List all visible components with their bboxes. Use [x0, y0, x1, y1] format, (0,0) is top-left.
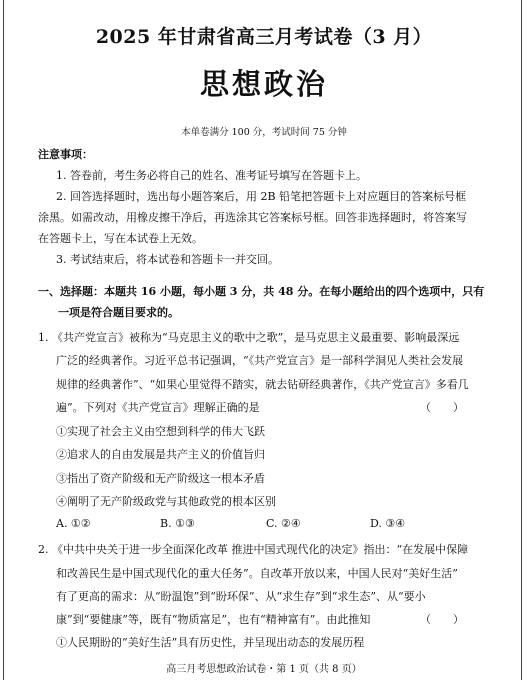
question-2-text: 和改善民生是中国式现代化的重大任务”。自改革开放以来，中国人民对“美好生活”: [56, 567, 458, 580]
question-2-text: 康”到“要健康”等，既有“物质富足”，也有“精神富有”。由此推知: [56, 613, 371, 626]
question-1-choice-c: C. ②④: [266, 517, 301, 530]
question-2-text: 2. 《中共中央关于进一步全面深化改革 推进中国式现代化的决定》指出：“在发展中保障: [38, 543, 469, 556]
question-1-option: ④阐明了无产阶级政党与其他政党的根本区别: [56, 495, 276, 508]
question-2-option: ①人民期盼的“美好生活”具有历史性，并呈现出动态的发展历程: [56, 636, 365, 649]
section-heading-cont: 一项是符合题目要求的。: [58, 306, 179, 319]
exam-meta: 本单卷满分 100 分，考试时间 75 分钟: [181, 127, 347, 138]
exam-title: 2025 年甘肃省高三月考试卷（3 月）: [95, 26, 433, 48]
question-1-option: ③指出了资产阶级和无产阶级这一根本矛盾: [56, 472, 265, 485]
page-footer: 高三月考思想政治试卷・第 1 页（共 8 页）: [166, 664, 362, 675]
question-1-text: 规律的经典著作”、“如果心里觉得不踏实，就去钻研经典著作，《共产党宣言》多看几: [56, 378, 469, 391]
notice-line: 在答题卡上，写在本试卷上无效。: [38, 232, 203, 245]
question-2-text: 有了更高的需求：从“盼温饱”到“盼环保”、从“求生存”到“求生态”、从“要小: [56, 590, 426, 603]
notice-line: 2. 回答选择题时，选出每小题答案后，用 2B 铅笔把答题卡上对应题目的答案标号框: [56, 190, 467, 203]
notice-line: 3. 考试结束后，将本试卷和答题卡一并交回。: [56, 253, 279, 266]
question-1-option: ①实现了社会主义由空想到科学的伟大飞跃: [56, 425, 265, 438]
notice-line: 1. 答卷前，考生务必将自己的姓名、准考证号填写在答题卡上。: [56, 169, 367, 182]
subject-title: 思想政治: [199, 67, 328, 101]
notice-heading: 注意事项：: [38, 148, 93, 161]
question-1-answer-paren: （ ）: [420, 401, 464, 414]
question-2-answer-paren: （ ）: [420, 613, 464, 626]
question-1-choice-d: D. ③④: [370, 517, 406, 530]
question-1-text: 遍”。下列对《共产党宣言》理解正确的是: [56, 401, 260, 414]
question-1-text: 广泛的经典著作。习近平总书记强调，“《共产党宣言》是一部科学洞见人类社会发展: [56, 354, 464, 367]
question-1-choice-b: B. ①③: [160, 517, 195, 530]
notice-line: 涂黑。如需改动，用橡皮擦干净后，再选涂其它答案标号框。回答非选择题时，将答案写: [38, 211, 467, 224]
section-heading: 一、选择题：本题共 16 小题，每小题 3 分，共 48 分。在每小题给出的四个选项中，只有: [38, 285, 485, 298]
question-1-option: ②追求人的自由发展是共产主义的价值旨归: [56, 448, 265, 461]
question-1-choice-a: A. ①②: [56, 517, 91, 530]
question-1-text: 1. 《共产党宣言》被称为“马克思主义的歌中之歌”，是马克思主义最重要、影响最深远: [38, 331, 460, 344]
